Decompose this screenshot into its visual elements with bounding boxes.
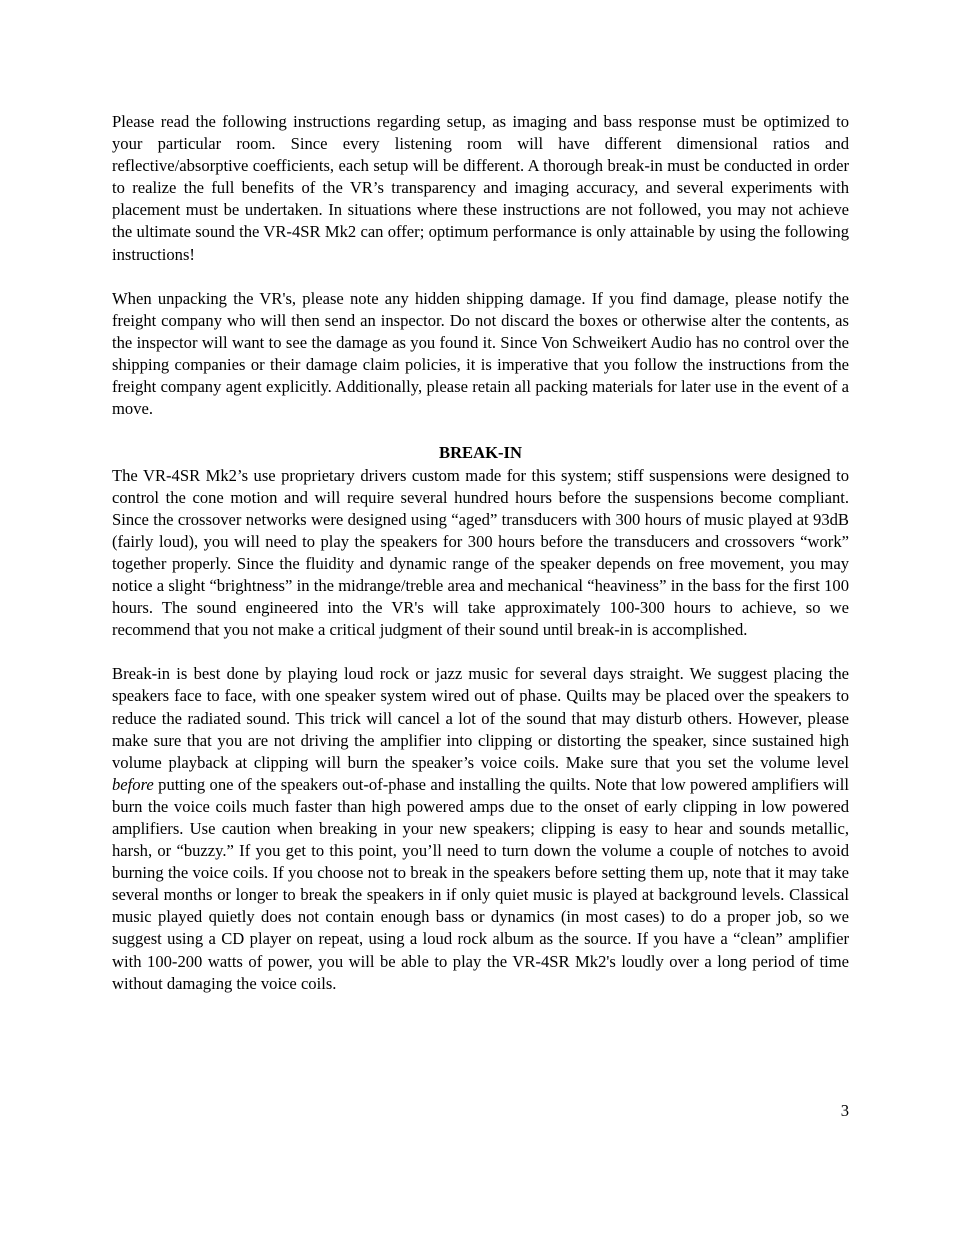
unpacking-paragraph: When unpacking the VR's, please note any hidden shipping damage. If you find damage, please notify the freight company who will then send an inspector. Do not discard the boxes or otherwise alter the contents, as the inspector will want to see the damage as you found it. Since Von Schweikert Audio has no control over the shipping companies or their damage claim policies, it is imperative that you follow the instructions from the freight company agent explicitly. Additionally, please retain all packing materials for later use in the event of a move. [112, 288, 849, 419]
break-in-paragraph: The VR-4SR Mk2’s use proprietary drivers custom made for this system; stiff suspensions were designed to control the cone motion and will require several hundred hours before the suspensions become compliant. Since the crossover networks were designed using “aged” transducers with 300 hours of music played at 93dB (fairly loud), you will need to play the speakers for 300 hours before the transducers and crossovers “work” together properly. Since the fluidity and dynamic range of the speaker depends on free movement, you may notice a slight “brightness” in the midrange/treble area and mechanical “heaviness” in the bass for the first 100 hours. The sound engineered into the VR's will take approximately 100-300 hours to achieve, so we recommend that you not make a critical judgment of their sound until break-in is accomplished. [112, 465, 849, 640]
break-in-method-text-start: Break-in is best done by playing loud rock or jazz music for several days straight. We suggest placing the speakers face to face, with one speaker system wired out of phase. Quilts may be placed over the speakers to reduce the radiated sound. This trick will cancel a lot of the sound that may disturb others. However, please make sure that you are not driving the amplifier into clipping or distorting the speaker, since sustained high volume playback at clipping will burn the speaker’s voice coils. Make sure that you set the volume level [112, 664, 849, 772]
paragraph-spacer [112, 266, 849, 288]
break-in-method-text-end: putting one of the speakers out-of-phase and installing the quilts. Note that low powered amplifiers will burn the voice coils much faster than high powered amps due to the onset of early clipping in low powered amplifiers. Use caution when breaking in your new speakers; clipping is easy to hear and sounds metallic, harsh, or “buzzy.” If you get to this point, you’ll need to turn down the volume a couple of notches to avoid burning the voice coils. If you choose not to break in the speakers before setting them up, note that it may take several months or longer to break the speakers in if only quiet music is played at background levels. Classical music played quietly does not contain enough bass or dynamics (in most cases) to do a proper job, so we suggest using a CD player on repeat, using a loud rock album as the source. If you have a “clean” amplifier with 100-200 watts of power, you will be able to play the VR-4SR Mk2's loudly over a long period of time without damaging the voice coils. [112, 774, 849, 993]
body-text [112, 111, 849, 995]
setup-intro-paragraph: Please read the following instructions regarding setup, as imaging and bass response must be optimized to your particular room. Since every listening room will have different dimensional ratios and reflective/absorptive coefficients, each setup will be different. A thorough break-in must be conducted in order to realize the full benefits of the VR’s transparency and imaging accuracy, and several experiments with placement must be undertaken. In situations where these instructions are not followed, you may not achieve the ultimate sound the VR-4SR Mk2 can offer; optimum performance is only attainable by using the following instructions! [112, 112, 849, 264]
page-number: 3 [840, 1101, 849, 1120]
paragraph-spacer [112, 641, 849, 663]
emphasized-word: before [112, 774, 154, 794]
break-in-method-paragraph [112, 663, 849, 994]
paragraph-spacer [112, 420, 849, 442]
section-heading-break-in: BREAK-IN [439, 443, 522, 463]
